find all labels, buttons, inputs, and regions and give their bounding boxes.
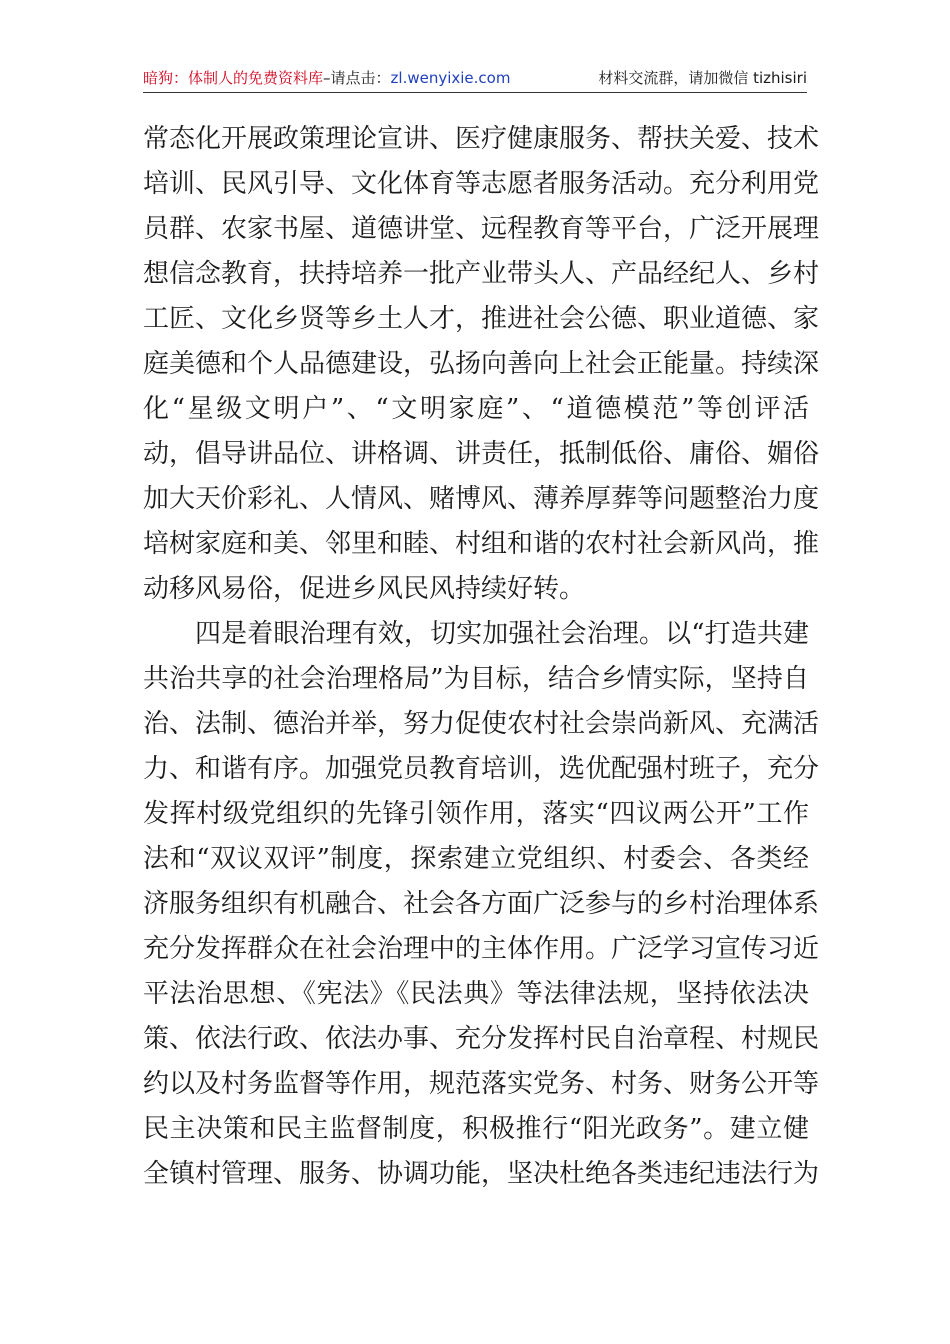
promo-contact: 材料交流群，请加微信 tizhisiri [598,69,807,87]
document-body [143,117,820,1197]
text-line: 想信念教育，扶持培养一批产业带头人、产品经纪人、乡村 [143,259,820,289]
text-line: 发挥村级党组织的先锋引领作用，落实“四议两公开”工作 [143,799,809,829]
text-line: 济服务组织有机融合、社会各方面广泛参与的乡村治理体系 [143,889,820,919]
text-line: 员群、农家书屋、道德讲堂、远程教育等平台，广泛开展理 [143,214,820,244]
text-line: 充分发挥群众在社会治理中的主体作用。广泛学习宣传习近 [143,934,820,964]
text-line: 策、依法行政、依法办事、充分发挥村民自治章程、村规民 [143,1024,820,1054]
text-line: 动，倡导讲品位、讲格调、讲责任，抵制低俗、庸俗、媚俗 [143,439,820,469]
text-line: 治、法制、德治并举，努力促使农村社会崇尚新风、充满活 [143,709,820,739]
promo-header [143,66,807,93]
text-line: 常态化开展政策理论宣讲、医疗健康服务、帮扶关爱、技术 [143,124,820,154]
text-line: 全镇村管理、服务、协调功能，坚决杜绝各类违纪违法行为 [143,1159,820,1189]
promo-click-prompt: –请点击： [323,69,391,87]
text-line: 约以及村务监督等作用，规范落实党务、村务、财务公开等 [143,1069,820,1099]
text-line: 平法治思想、《宪法》《民法典》等法律法规，坚持依法决 [143,979,809,1009]
text-line: 化“星级文明户”、“文明家庭”、“道德模范”等创评活 [143,394,809,424]
text-line: 加大天价彩礼、人情风、赌博风、薄养厚葬等问题整治力度 [143,484,820,514]
text-line: 法和“双议双评”制度，探索建立党组织、村委会、各类经 [143,844,809,874]
text-line: 力、和谐有序。加强党员教育培训，选优配强村班子，充分 [143,754,820,784]
paragraph-start-line: 四是着眼治理有效，切实加强社会治理。以“打造共建 [195,619,809,649]
text-line: 庭美德和个人品德建设，弘扬向善向上社会正能量。持续深 [143,349,820,379]
paragraph-end-line: 动移风易俗，促进乡风民风持续好转。 [143,574,586,604]
text-line: 培训、民风引导、文化体育等志愿者服务活动。充分利用党 [143,169,820,199]
text-line: 培树家庭和美、邻里和睦、村组和谐的农村社会新风尚，推 [143,529,820,559]
promo-site-name: 暗狗：体制人的免费资料库 [143,69,324,87]
promo-link[interactable] [143,66,510,92]
text-line: 共治共享的社会治理格局”为目标，结合乡情实际，坚持自 [143,664,809,694]
text-line: 民主决策和民主监督制度，积极推行“阳光政务”。建立健 [143,1114,809,1144]
promo-url[interactable]: zl.wenyixie.com [390,69,511,87]
text-line: 工匠、文化乡贤等乡土人才，推进社会公德、职业道德、家 [143,304,820,334]
